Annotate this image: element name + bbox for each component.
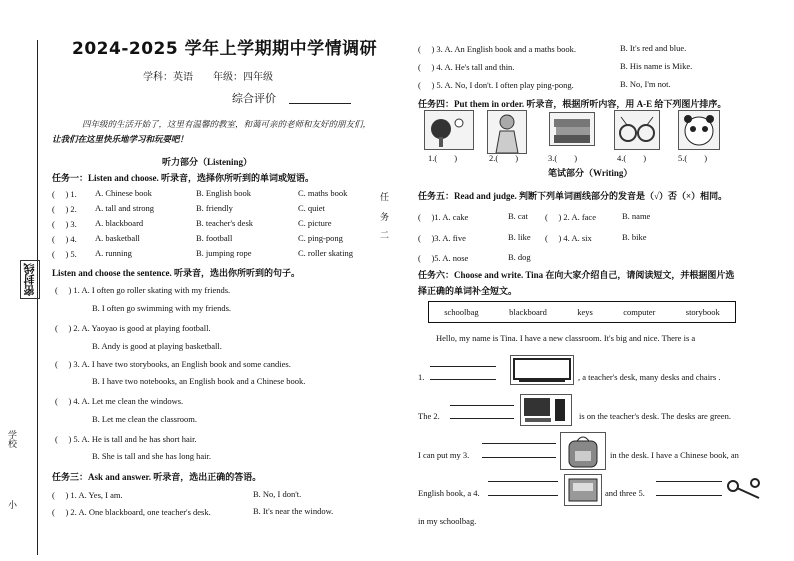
- passage-line-2-end: is on the teacher's desk. The desks are green.: [579, 411, 731, 421]
- task1-q1-b: B. English book: [196, 188, 252, 198]
- sentence-q3-a[interactable]: ( ) 3. A. I have two storybooks, an English book and some candies.: [55, 359, 291, 369]
- word-bank: [428, 301, 736, 323]
- task1-q3-b: B. teacher's desk: [196, 218, 253, 228]
- sentence-q5-b: B. She is tall and she has long hair.: [92, 451, 211, 461]
- task4-slot-4[interactable]: 4.( ): [617, 153, 647, 163]
- writing-blank-5-bottom[interactable]: [656, 495, 722, 496]
- sentence-q5-a[interactable]: ( ) 5. A. He is tall and he has short hair.: [55, 434, 197, 444]
- passage-line-3-start: I can put my 3.: [418, 450, 470, 460]
- task3-q2-a[interactable]: ( ) 2. A. One blackboard, one teacher's desk.: [52, 507, 211, 517]
- task1-q2-b: B. friendly: [196, 203, 233, 213]
- writing-blank-5-top[interactable]: [656, 481, 722, 482]
- task5-q5-b: B. dog: [508, 252, 531, 262]
- task3-q5-b: B. No, I'm not.: [620, 79, 671, 89]
- task4-slot-2[interactable]: 2.( ): [489, 153, 519, 163]
- task3-q4-a[interactable]: ( ) 4. A. He's tall and thin.: [418, 62, 515, 72]
- passage-line-3-end: in the desk. I have a Chinese book, an: [610, 450, 739, 460]
- task1-q3-num[interactable]: ( ) 3.: [52, 219, 77, 229]
- task2-side-char-1: 任: [380, 192, 390, 202]
- side-mark-small: 小: [7, 500, 17, 509]
- writing-heading: 笔试部分（Writing）: [548, 168, 633, 178]
- sentence-q4-b: B. Let me clean the classroom.: [92, 414, 198, 424]
- writing-blank-1-bottom[interactable]: [430, 379, 496, 380]
- task5-q1-b: B. cat: [508, 211, 528, 221]
- cat-glasses-picture: [614, 110, 660, 150]
- task3-q5-a[interactable]: ( ) 5. A. No, I don't. I often play ping-pong.: [418, 80, 574, 90]
- task3-q1-b: B. No, I don't.: [253, 489, 302, 499]
- task3-q1-a[interactable]: ( ) 1. A. Yes, I am.: [52, 490, 123, 500]
- word-bank-item: storybook: [685, 307, 720, 317]
- writing-blank-3-bottom[interactable]: [482, 457, 556, 458]
- eval-label: 综合评价: [232, 93, 276, 105]
- sentence-q1-b: B. I often go swimming with my friends.: [92, 303, 232, 313]
- passage-line-2-start: The 2.: [418, 411, 440, 421]
- binding-label: 密封线: [20, 260, 40, 299]
- task1-q5-num[interactable]: ( ) 5.: [52, 249, 77, 259]
- task1-heading: 任务一：Listen and choose. 听录音，选择你所听到的单词或短语。: [52, 173, 315, 183]
- task1-q1-c: C. maths book: [298, 188, 348, 198]
- sentence-heading: Listen and choose the sentence. 听录音，选出你所听到的句子。: [52, 268, 300, 278]
- task1-q5-b: B. jumping rope: [196, 248, 252, 258]
- side-mark-school: 学校: [7, 430, 17, 448]
- word-bank-item: computer: [623, 307, 656, 317]
- writing-blank-3-top[interactable]: [482, 443, 556, 444]
- task3-q2-b: B. It's near the window.: [253, 506, 334, 516]
- task6-heading-2: 择正确的单词补全短文。: [418, 286, 518, 296]
- task5-heading: 任务五：Read and judge. 判断下列单词画线部分的发音是（√）否（×）相同。: [418, 191, 728, 201]
- task3-heading: 任务三：Ask and answer. 听录音，选出正确的答语。: [52, 472, 262, 482]
- sentence-q2-b: B. Andy is good at playing basketball.: [92, 341, 222, 351]
- task1-q4-b: B. football: [196, 233, 233, 243]
- passage-line-1-end: , a teacher's desk, many desks and chairs .: [578, 372, 721, 382]
- schoolbag-picture: [560, 432, 606, 470]
- task2-side-char-2: 务: [380, 212, 390, 222]
- task1-q1-num[interactable]: ( ) 1.: [52, 189, 77, 199]
- sentence-q3-b: B. I have two notebooks, an English book and a Chinese book.: [92, 376, 306, 386]
- task1-q2-c: C. quiet: [298, 203, 325, 213]
- task1-q5-a: A. running: [95, 248, 132, 258]
- task1-q3-c: C. picture: [298, 218, 332, 228]
- task4-heading: 任务四：Put them in order. 听录音，根据所听内容，用 A-E 给下列图片排序。: [418, 99, 727, 109]
- task5-q4-a[interactable]: ( ) 4. A. six: [545, 233, 592, 243]
- task1-q5-c: C. roller skating: [298, 248, 354, 258]
- word-bank-item: blackboard: [509, 307, 547, 317]
- passage-blank-1-num: 1.: [418, 372, 425, 382]
- passage-line-4-mid: and three 5.: [605, 488, 645, 498]
- page-title: 2024-2025 学年上学期期中学情调研: [72, 39, 378, 59]
- task5-q3-b: B. like: [508, 232, 531, 242]
- task2-side-char-3: 二: [380, 230, 390, 240]
- task5-q2-b: B. name: [622, 211, 651, 221]
- task1-q3-a: A. blackboard: [95, 218, 144, 228]
- word-bank-item: keys: [577, 307, 593, 317]
- writing-blank-2-bottom[interactable]: [450, 418, 514, 419]
- task3-q4-b: B. His name is Mike.: [620, 61, 693, 71]
- blackboard-picture: [510, 355, 574, 385]
- writing-blank-1-top[interactable]: [430, 366, 496, 367]
- intro-line-2: 让我们在这里快乐地学习和玩耍吧！: [52, 134, 189, 144]
- word-bank-item: schoolbag: [444, 307, 479, 317]
- girl-picture: [487, 110, 527, 154]
- task5-q3-a[interactable]: ( )3. A. five: [418, 233, 466, 243]
- task3-q3-a[interactable]: ( ) 3. A. An English book and a maths book.: [418, 44, 576, 54]
- task3-q3-b: B. It's red and blue.: [620, 43, 687, 53]
- ping-pong-picture: [424, 110, 474, 150]
- task4-slot-1[interactable]: 1.( ): [428, 153, 458, 163]
- books-picture: [549, 112, 595, 146]
- task5-q5-a[interactable]: ( )5. A. nose: [418, 253, 469, 263]
- task1-q4-a: A. basketball: [95, 233, 140, 243]
- sentence-q1-a[interactable]: ( ) 1. A. I often go roller skating with my friends.: [55, 285, 231, 295]
- computer-picture: [520, 394, 572, 426]
- listening-heading: 听力部分（Listening）: [162, 157, 253, 167]
- writing-blank-4-bottom[interactable]: [488, 495, 558, 496]
- task1-q2-num[interactable]: ( ) 2.: [52, 204, 77, 214]
- task1-q2-a: A. tall and strong: [95, 203, 155, 213]
- task1-q1-a: A. Chinese book: [95, 188, 152, 198]
- task5-q2-a[interactable]: ( ) 2. A. face: [545, 212, 596, 222]
- task6-heading-1: 任务六：Choose and write. Tina 在向大家介绍自己，请阅读短文，并根据图片选: [418, 270, 735, 280]
- storybook-picture: [564, 474, 602, 506]
- task1-q4-c: C. ping-pong: [298, 233, 343, 243]
- sentence-q4-a[interactable]: ( ) 4. A. Let me clean the windows.: [55, 396, 184, 406]
- panda-picture: [678, 110, 720, 150]
- subject-line: 学科：英语 年级：四年级: [143, 72, 273, 83]
- passage-line-4-start: English book, a 4.: [418, 488, 480, 498]
- task5-q4-b: B. bike: [622, 232, 647, 242]
- task1-q4-num[interactable]: ( ) 4.: [52, 234, 77, 244]
- task4-slot-3[interactable]: 3.( ): [548, 153, 578, 163]
- task4-slot-5[interactable]: 5.( ): [678, 153, 708, 163]
- passage-intro: Hello, my name is Tina. I have a new classroom. It's big and nice. There is a: [436, 333, 696, 343]
- keys-picture: [725, 476, 765, 504]
- task5-q1-a[interactable]: ( )1. A. cake: [418, 212, 469, 222]
- intro-line-1: 四年级的生活开始了，这里有温馨的教室，和蔼可亲的老师和友好的朋友们，: [82, 119, 372, 129]
- eval-blank[interactable]: [289, 103, 351, 104]
- writing-blank-2-top[interactable]: [450, 405, 514, 406]
- passage-line-5: in my schoolbag.: [418, 516, 477, 526]
- writing-blank-4-top[interactable]: [488, 481, 558, 482]
- sentence-q2-a[interactable]: ( ) 2. A. Yaoyao is good at playing football.: [55, 323, 211, 333]
